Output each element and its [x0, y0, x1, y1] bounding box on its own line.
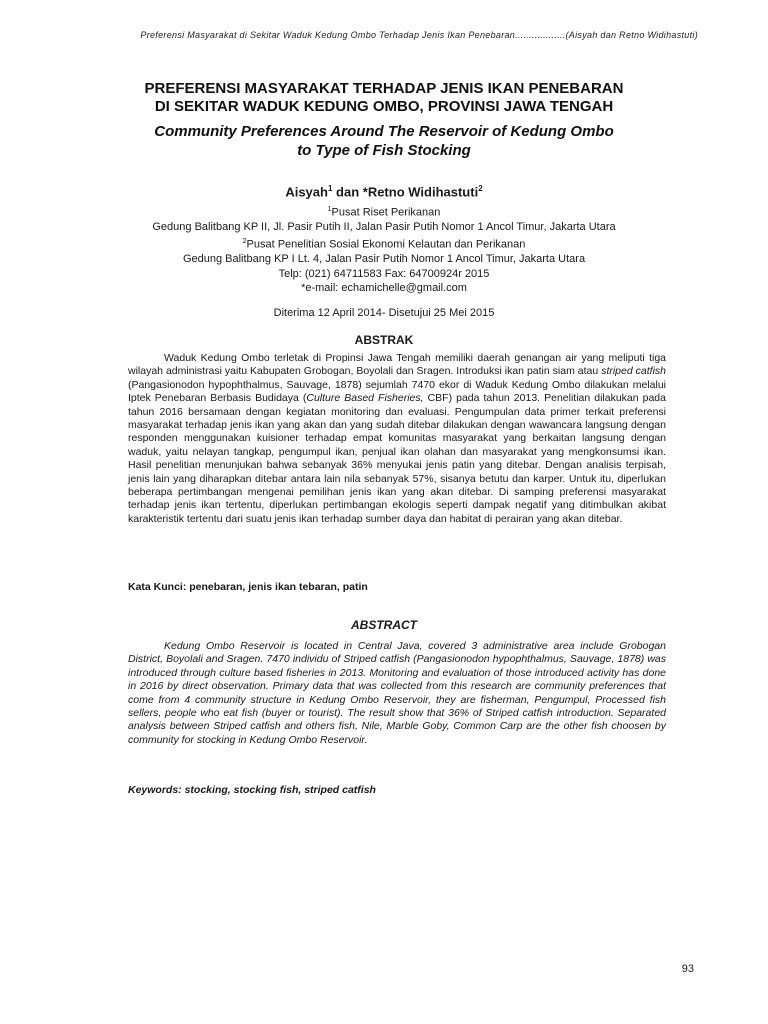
author-1-sup: 1: [327, 184, 333, 193]
abstrak-text-1: Waduk Kedung Ombo terletak di Propinsi Jawa Tengah memiliki daerah genangan air yang meliputi tiga wilayah administrasi yaitu Kabupaten Grobogan, Boyolali dan Sragen. Introduksi ikan patin siam atau: [128, 352, 666, 378]
affiliation-2-sup: 2: [242, 237, 247, 245]
page-number: 93: [681, 963, 694, 975]
contact-phone: Telp: (021) 64711583 Fax: 64700924r 2015: [278, 267, 490, 280]
title-en-line-2: to Type of Fish Stocking: [297, 142, 471, 159]
title-en-line-1: Community Preferences Around The Reservoir of Kedung Ombo: [154, 123, 614, 140]
abstrak-italic-1: striped catfish: [601, 365, 666, 378]
running-header: Preferensi Masyarakat di Sekitar Waduk Kedung Ombo Terhadap Jenis Ikan Penebaran..................(Aisyah dan Retno Widihastuti): [140, 30, 698, 40]
affiliation-1-sup: 1: [327, 206, 332, 214]
affiliation-2-address: Gedung Balitbang KP I Lt. 4, Jalan Pasir Putih Nomor 1 Ancol Timur, Jakarta Utara: [182, 253, 586, 266]
abstrak-text-2: (Pangasionodon hypophthalmus, Sauvage, 1878) sejumlah 7470 ekor di Waduk Kedung Ombo dilakukan melalui Iptek Penebaran Berbasis Budidaya (: [128, 378, 666, 405]
author-2: dan *Retno Widihastuti: [332, 184, 479, 200]
affiliation-2: [60, 235, 708, 252]
title-block: [60, 80, 708, 319]
received-date: Diterima 12 April 2014- Disetujui 25 Mei 2015: [273, 306, 495, 319]
abstrak-heading: ABSTRAK: [354, 333, 414, 347]
author-2-sup: 2: [478, 184, 483, 193]
abstrak-text-3: CBF) pada tahun 2013. Penelitian dilakukan pada tahun 2016 bersamaan dengan kegiatan monitoring dan evaluasi. Pengumpulan data primer terkait preferensi masyarakat terhadap jenis ikan yang akan dan yang sudah ditebar dilakukan dengan wawancara langsung dengan responden menggunakan kuisioner terhadap empat komunitas masyarakat yang berkaitan langsung dengan waduk, yaitu nelayan tangkap, pengumpul ikan, penjual ikan olahan dan masyarakat yang mengkonsumsi ikan. Hasil penelitian menunjukan bahwa sebanyak 36% menyukai jenis patin yang ditebar. Dengan analisis terpisah, jenis lain yang diharapkan ditebar antara lain nila sebanyak 57%, sisanya betutu dan karper. Untuk itu, diperlukan beberapa pertimbangan mengenai pemilihan jenis ikan yang akan ditebar. Di samping preferensi masyarakat terhadap jenis ikan tertentu, diperlukan pertimbangan ekologis seperti dampak negatif yang ditimbulkan akibat karakteristik tertentu dari suatu jenis ikan terhadap sumber daya dan habitat di perairan yang akan ditebar.: [128, 392, 666, 525]
abstrak-italic-2: Culture Based Fisheries,: [306, 392, 424, 405]
affiliation-1-institution: Pusat Riset Perikanan: [331, 206, 441, 219]
affiliation-2-institution: Pusat Penelitian Sosial Ekonomi Kelautan dan Perikanan: [246, 238, 526, 251]
abstract-heading: ABSTRACT: [351, 618, 417, 632]
author-1: Aisyah: [285, 184, 328, 200]
affiliations: [60, 203, 708, 295]
authors: [60, 184, 708, 199]
abstrak-body: [128, 352, 666, 526]
kata-kunci: Kata Kunci: penebaran, jenis ikan tebaran, patin: [128, 581, 368, 593]
abstract-body: [128, 640, 666, 747]
abstract-text: Kedung Ombo Reservoir is located in Central Java, covered 3 administrative area include Grobogan District, Boyolali and Sragen. 7470 individu of Striped catfish (Pangasionodon hypophthalmus, Sauvage, 1878) was introduced through culture based fisheries in 2013. Monitoring and evaluation of those introduced activity has done in 2016 by direct observation. Primary data that was collected from this research are community preferences that come from 4 community structure in Kedung Ombo Reservoir, they are fisherman, Pengumpul, Processed fish sellers, people who eat fish (buyer or tourist). The result show that 36% of Striped catfish introduction. Separated analysis between Striped catfish and others fish, Nile, Marble Goby, Common Carp are the other fish choosen by community for stocking in Kedung Ombo Reservoir.: [128, 640, 666, 746]
title-id-line-2: DI SEKITAR WADUK KEDUNG OMBO, PROVINSI JAWA TENGAH: [154, 98, 614, 115]
affiliation-1-address: Gedung Balitbang KP II, Jl. Pasir Putih II, Jalan Pasir Putih Nomor 1 Ancol Timur, Jakarta Utara: [152, 221, 616, 234]
contact-email: *e-mail: echamichelle@gmail.com: [301, 282, 467, 295]
title-english: [60, 122, 708, 160]
title-indonesian: [60, 80, 708, 116]
title-id-line-1: PREFERENSI MASYARAKAT TERHADAP JENIS IKAN PENEBARAN: [144, 80, 624, 97]
keywords-english: Keywords: stocking, stocking fish, striped catfish: [128, 784, 376, 796]
affiliation-1: [60, 203, 708, 220]
